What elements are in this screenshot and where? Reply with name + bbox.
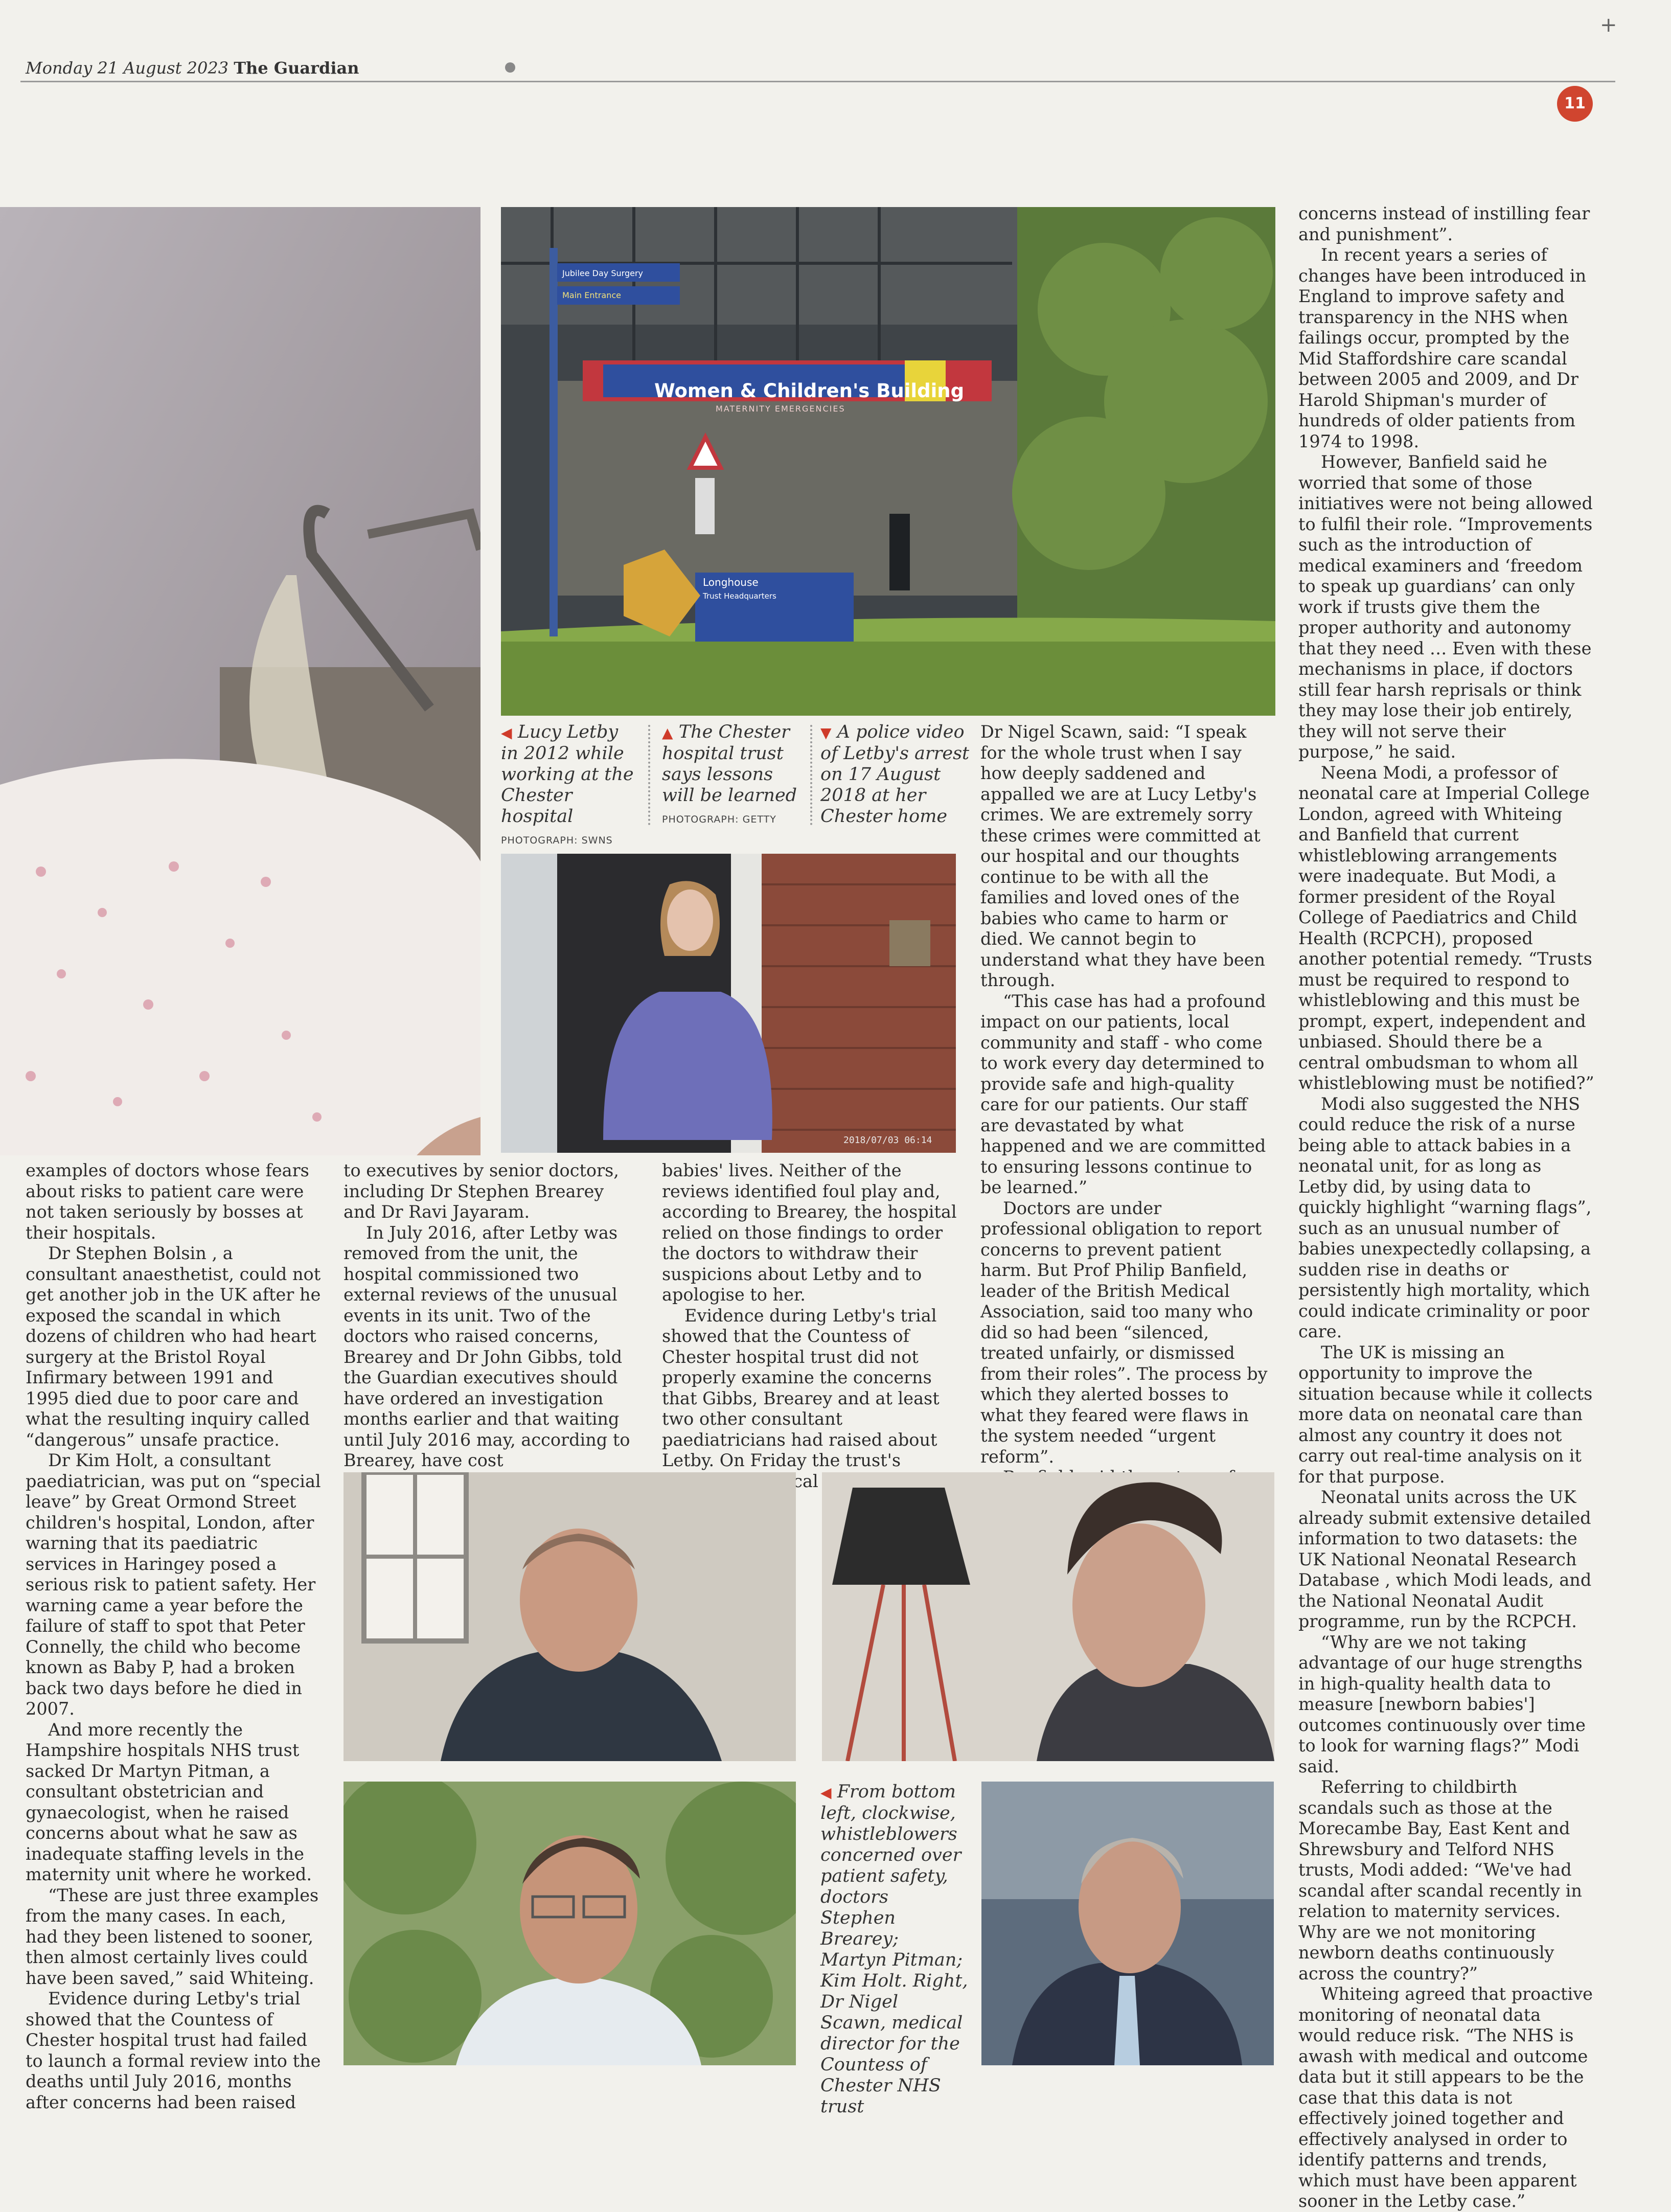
article-column-2 [344,1160,640,1471]
paragraph: “These are just three examples from the many cases. In each, had they been listened to sooner, then almost certainly lives could have been saved,” said Whiteing. [26,1885,319,1988]
sign-main-entrance: Main Entrance [562,290,621,300]
portrait-martyn-pitman [344,1782,796,2065]
crop-mark-icon: + [1600,13,1617,37]
caption-video-still: ▼ A police video of Letby's arrest on 17 August 2018 at her Chester home [820,722,970,827]
newspaper-name: The Guardian [234,58,359,78]
paragraph: However, Banfield said he worried that some of those initiatives were not being allowed to fulfil their role. “Improvements such as the introduction of medical examiners and ‘freedom to speak up guardians’ can only work if trusts give them the proper authority and autonomy that they need … Even with these mechanisms in place, if doctors still fear harsh reprisals or think they may lose their job entirely, they will not serve their purpose,” he said. [1298,452,1593,762]
page-header [26,58,359,78]
caption-divider [648,725,650,825]
portrait-nigel-scawn [981,1782,1274,2065]
paragraph: Modi also suggested the NHS could reduce the risk of a nurse being able to attack babies in a neonatal unit, for as long as Letby did, by using data to quickly highlight “warning flags”, such as an unusual number of babies unexpectedly collapsing, a sudden rise in deaths or persistently high mortality, which could indicate criminality or poor care. [1298,1093,1592,1341]
issue-date: Monday 21 August 2023 [26,58,229,78]
caption-letby-photo: ◀ Lucy Letby in 2012 while working at the Chester hospital PHOTOGRAPH: SWNS [501,722,636,851]
paragraph: And more recently the Hampshire hospitals NHS trust sacked Dr Martyn Pitman, a consultant obstetrician and gynaecologist, when he raised concerns about what he saw as inadequate staffing levels in the maternity unit where he worked. [26,1719,312,1884]
photo-credit: PHOTOGRAPH: GETTY [662,814,776,825]
photo-credit: PHOTOGRAPH: SWNS [501,835,613,846]
paragraph: “This case has had a profound impact on our patients, local community and staff - who come to work every day determined to provide safe and high-quality care for our patients. Our staff are devastated by what happened and we are committed to ensuring lessons continue to be learned.” [980,991,1266,1197]
video-timestamp: 2018/07/03 06:14 [843,1135,932,1146]
caption-pointer-left-icon: ◀ [501,724,512,741]
caption-trust-photo: ▲ The Chester hospital trust says lessons will be learned PHOTOGRAPH: GETTY [662,722,810,830]
sign-longhouse: Longhouse [703,576,759,588]
caption-pointer-down-icon: ▼ [820,724,832,741]
sign-building: Women & Children's Building [654,380,965,402]
paragraph: Doctors are under professional obligation to report concerns to prevent patient harm. But Prof Philip Banfield, leader of the British Medical Association, said too many who did so had been “silenced, treated unfairly, or dismissed from their roles”. The process by which they alerted bosses to what they feared were flaws in the system needed “urgent reform”. [980,1198,1268,1467]
paragraph: examples of doctors whose fears about risks to patient care were not taken seriously by bosses at their hospitals. [26,1160,309,1243]
hospital-bed-photo [0,207,480,1155]
caption-whistleblowers: ◀ From bottom left, clockwise, whistleblowers concerned over patient safety, doctors Stephen Brearey; Martyn Pitman; Kim Holt. Right, Dr Nigel Scawn, medical director for the Countess of Chester NHS trust [820,1782,968,2117]
article-column-5 [1298,203,1595,2212]
caption-pointer-up-icon: ▲ [662,724,673,741]
paragraph: The UK is missing an opportunity to improve the situation because while it collects more data on neonatal care than almost any country it does not carry out real-time analysis on it for that purpose. [1298,1342,1593,1487]
article-column-4 [980,722,1271,1571]
article-column-1 [26,1160,322,2113]
page-number: 11 [1557,86,1593,122]
paragraph: “Why are we not taking advantage of our huge strengths in high-quality health data to measure [newborn babies'] outcomes continuously over time to look for warning flags?” Modi said. [1298,1632,1586,1776]
paragraph: babies' lives. Neither of the reviews identified foul play and, according to Brearey, the hospital relied on those findings to order the doctors to withdraw their suspicions about Letby and to apologise to her. [662,1160,957,1305]
arrest-video-photo [501,854,956,1153]
sign-building-sub: MATERNITY EMERGENCIES [716,404,845,414]
paragraph: Referring to childbirth scandals such as those at the Morecambe Bay, East Kent and Shrewsbury and Telford NHS trusts, Modi added: “We've had scandal after scandal recently in relation to maternity services. Why are we not monitoring newborn deaths continuously across the country?” [1298,1777,1582,1983]
paragraph: Neena Modi, a professor of neonatal care at Imperial College London, agreed with Whiteing and Banfield that current whistleblowing arrangements were inadequate. But Modi, a former president of the Royal College of Paediatrics and Child Health (RCPCH), proposed another potential remedy. “Trusts must be required to respond to whistleblowing and this must be prompt, expert, independent and unbiased. Should there be a central ombudsman to whom all whistleblowing must be notified?” [1298,762,1594,1093]
paragraph: Dr Kim Holt, a consultant paediatrician, was put on “special leave” by Great Ormond Street children's hospital, London, after warning that its paediatric services in Haringey posed a serious risk to patient safety. Her warning came a year before the failure of staff to spot that Peter Connelly, the child who become known as Baby P, had a broken back two days before he died in 2007. [26,1450,321,1719]
paragraph: Dr Nigel Scawn, said: “I speak for the whole trust when I say how deeply saddened and appalled we are at Lucy Letby's crimes. We are extremely sorry these crimes were committed at our hospital and our thoughts continue to be with all the families and loved ones of the babies who came to harm or died. We cannot begin to understand what they have been through. [980,722,1266,990]
sign-jubilee: Jubilee Day Surgery [562,268,643,278]
paragraph: Whiteing agreed that proactive monitoring of neonatal data would reduce risk. “The NHS is awash with medical and outcome data but it still appears to be the case that this data is not effectively joined together and effectively analysed in order to identify patterns and trends, which must have been apparent sooner in the Letby case.” [1298,1984,1593,2211]
paragraph: Evidence during Letby's trial showed that the Countess of Chester hospital trust did not properly examine the concerns that Gibbs, Brearey and at least two other consultant paediatricians had raised about Letby. On Friday the trust's [662,1305,940,1470]
paragraph: to executives by senior doctors, including Dr Stephen Brearey and Dr Ravi Jayaram. [344,1160,619,1222]
article-column-3 [662,1160,958,1492]
caption-pointer-left-icon: ◀ [820,1784,832,1801]
paragraph: concerns instead of instilling fear and punishment”. [1298,203,1590,244]
header-dot [505,62,515,73]
hospital-exterior-photo [501,207,1275,716]
paragraph: Dr Stephen Bolsin , a consultant anaesthetist, could not get another job in the UK after he exposed the scandal in which dozens of children who had heart surgery at the Bristol Royal Infirmary between 1991 and 1995 died due to poor care and what the resulting inquiry called “dangerous” unsafe practice. [26,1243,321,1450]
portrait-kim-holt [822,1472,1274,1761]
paragraph: In July 2016, after Letby was removed from the unit, the hospital commissioned two external reviews of the unusual events in its unit. Two of the doctors who raised concerns, Brearey and Dr John Gibbs, told the Guardian executives should have ordered an investigation months earlier and that waiting until July 2016 may, according to Brearey, have cost [344,1222,630,1470]
header-rule [20,81,1615,82]
sign-trust-hq: Trust Headquarters [703,591,776,601]
portrait-stephen-brearey [344,1472,796,1761]
paragraph: Evidence during Letby's trial showed that the Countess of Chester hospital trust had failed to launch a formal review into the deaths until July 2016, months after concerns had been raised [26,1989,321,2112]
paragraph: Neonatal units across the UK already submit extensive detailed information to two datasets: the UK National Neonatal Research Database , which Modi leads, and the National Neonatal Audit programme, run by the RCPCH. [1298,1487,1592,1631]
caption-divider [810,725,812,825]
paragraph: In recent years a series of changes have been introduced in England to improve safety and transparency in the NHS when failings occur, prompted by the Mid Staffordshire care scandal between 2005 and 2009, and Dr Harold Shipman's murder of hundreds of older patients from 1974 to 1998. [1298,245,1587,451]
